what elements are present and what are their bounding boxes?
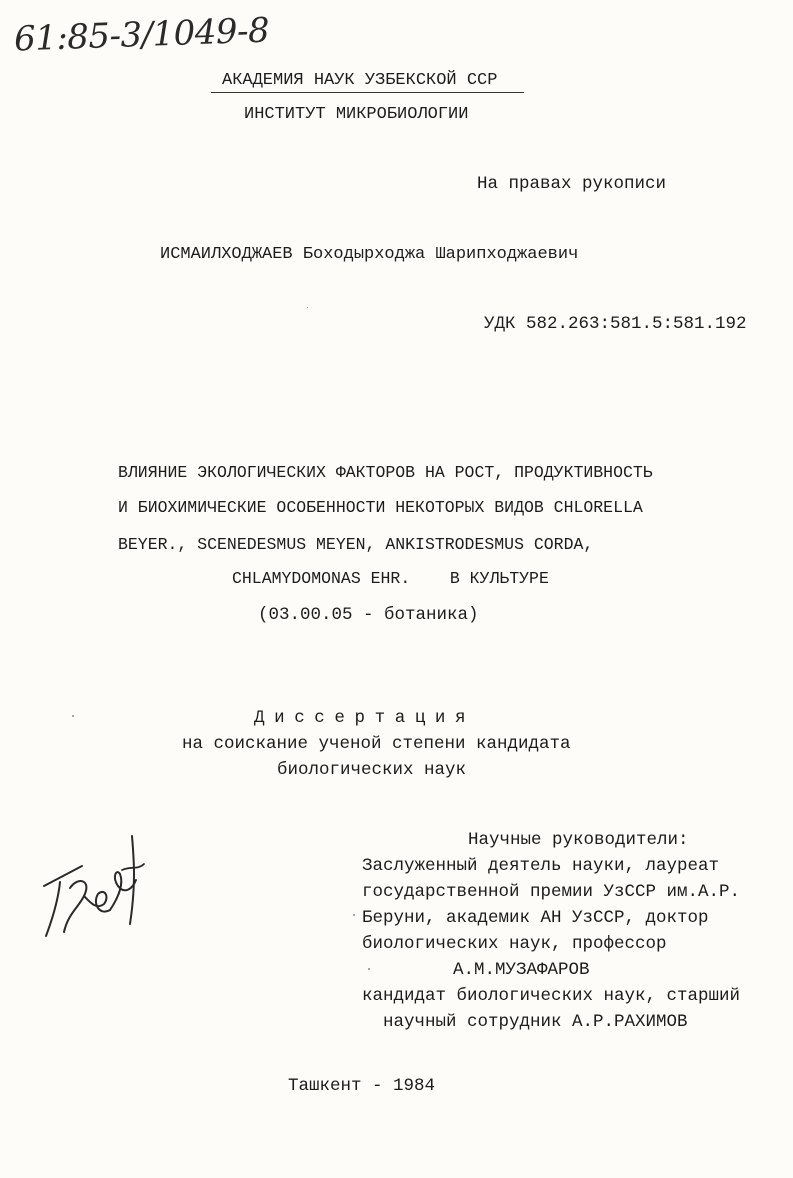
dissertation-heading: Диссертация — [254, 708, 476, 728]
supervisors-heading: Научные руководители: — [468, 830, 689, 850]
field-line: биологических наук — [277, 760, 467, 780]
udc-code: УДК 582.263:581.5:581.192 — [484, 314, 747, 334]
city-year: Ташкент - 1984 — [288, 1076, 436, 1096]
supervisor-name-2: научный сотрудник А.Р.РАХИМОВ — [383, 1012, 688, 1032]
title-line-3: BEYER., SCENEDESMUS MEYEN, ANKISTRODESMUS CORDA, — [118, 535, 594, 554]
academy-underline — [211, 92, 524, 93]
author-name: ИСМАИЛХОДЖАЕВ Боходырходжа Шарипходжаевич — [160, 245, 579, 264]
supervisor-line-4: биологических наук, профессор — [362, 934, 667, 954]
scan-speck — [307, 307, 308, 308]
institute-name: ИНСТИТУТ МИКРОБИОЛОГИИ — [244, 105, 469, 124]
supervisor-line-6: кандидат биологических наук, старший — [362, 986, 741, 1006]
supervisor-name-1: А.М.МУЗАФАРОВ — [453, 960, 590, 980]
title-line-1: ВЛИЯНИЕ ЭКОЛОГИЧЕСКИХ ФАКТОРОВ НА РОСТ, ПРОДУКТИВНОСТЬ — [118, 463, 653, 482]
specialty-code: (03.00.05 - ботаника) — [258, 605, 479, 625]
manuscript-rights-note: На правах рукописи — [477, 174, 667, 194]
supervisor-line-1: Заслуженный деятель науки, лауреат — [362, 856, 720, 876]
supervisor-line-3: Беруни, академик АН УзССР, доктор — [362, 908, 709, 928]
archive-call-number: 61:85-3/1049-8 — [13, 10, 270, 60]
scan-speck — [353, 914, 355, 916]
supervisor-line-2: государственной премии УзССР им.А.Р. — [362, 882, 741, 902]
degree-line: на соискание ученой степени кандидата — [182, 734, 571, 754]
signature — [34, 824, 154, 948]
scan-speck — [72, 715, 74, 717]
scan-speck — [368, 968, 370, 970]
title-line-4: CHLAMYDOMONAS EHR. В КУЛЬТУРЕ — [232, 569, 549, 588]
academy-name: АКАДЕМИЯ НАУК УЗБЕКСКОЙ ССР — [222, 71, 498, 90]
title-line-2: И БИОХИМИЧЕСКИЕ ОСОБЕННОСТИ НЕКОТОРЫХ ВИДОВ CHLORELLA — [118, 498, 643, 517]
